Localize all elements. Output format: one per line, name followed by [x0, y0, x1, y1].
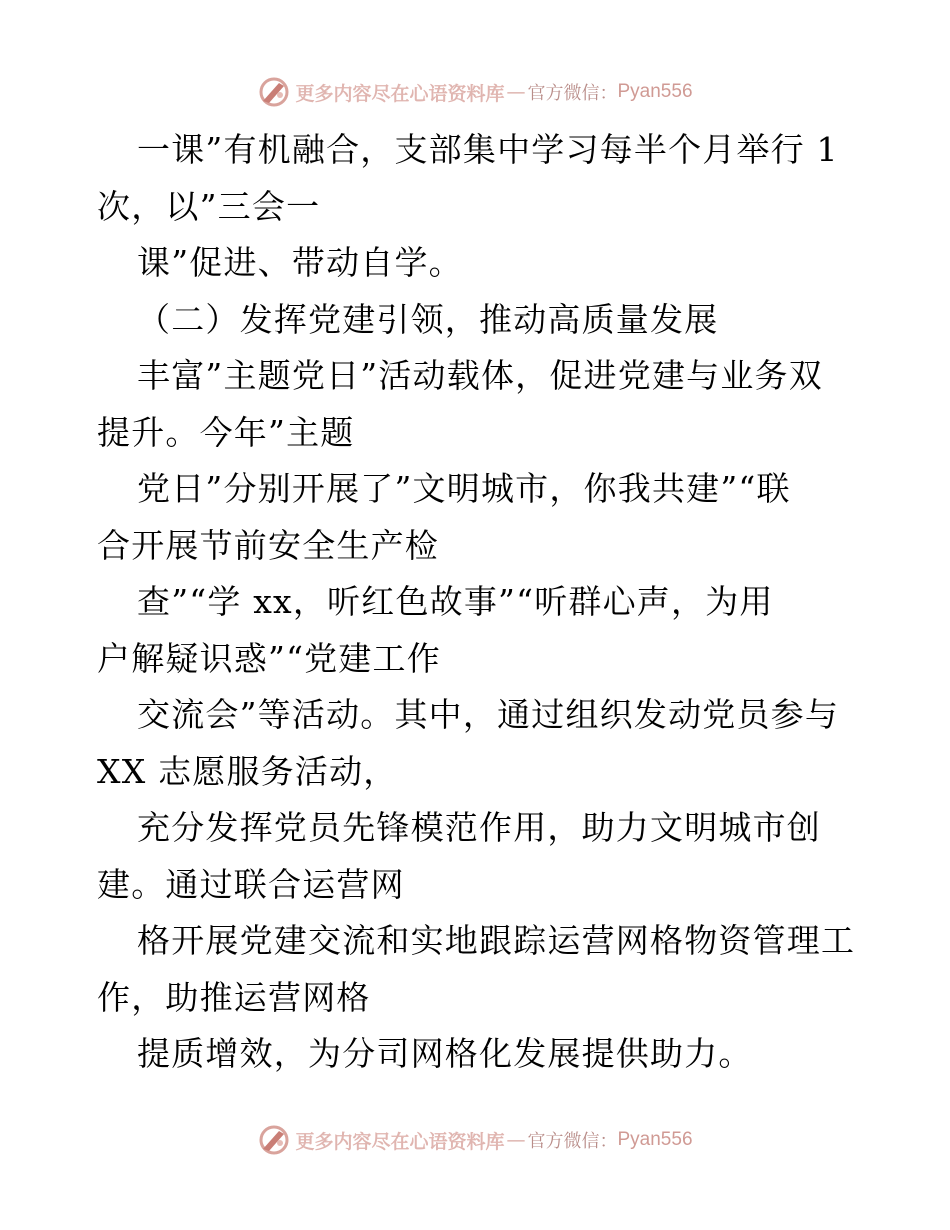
body-line: 户解疑识惑”“党建工作: [97, 638, 441, 678]
body-line: 建。通过联合运营网: [97, 864, 405, 904]
watermark-site-text: 更多内容尽在心语资料库: [295, 1130, 505, 1153]
body-line: 次，以”三会一: [97, 186, 321, 226]
body-line: 查”“学 xx，听红色故事”“听群心声，为用: [137, 582, 774, 621]
body-line: 格开展党建交流和实地跟踪运营网格物资管理工: [137, 921, 856, 960]
body-line: 党日”分别开展了”文明城市，你我共建”“联: [137, 469, 791, 508]
watermark-wechat-id: Pyan556: [617, 1129, 693, 1150]
watermark-dash: —: [506, 1129, 526, 1151]
watermark-wechat-id: Pyan556: [617, 81, 693, 102]
body-line: 课”促进、带动自学。: [137, 243, 463, 282]
footer-watermark: [0, 1120, 950, 1160]
document-body: [97, 122, 857, 1083]
body-line: 交流会”等活动。其中，通过组织发动党员参与: [137, 695, 840, 734]
body-line: XX 志愿服务活动，: [97, 751, 398, 791]
body-line: 提质增效，为分司网格化发展提供助力。: [137, 1034, 753, 1073]
body-line: 充分发挥党员先锋模范作用，助力文明城市创: [137, 808, 821, 847]
body-line: 提升。今年”主题: [97, 412, 355, 452]
watermark-dash: —: [506, 81, 526, 103]
header-watermark: [0, 72, 950, 112]
section-heading: （二）发挥党建引领，推动高质量发展: [137, 299, 719, 339]
watermark-wechat-label: 官方微信：: [527, 1131, 618, 1152]
body-line: 作，助推运营网格: [97, 977, 371, 1017]
brush-circle-logo-icon: [257, 1123, 291, 1157]
body-line: 丰富”主题党日”活动载体，促进党建与业务双: [137, 356, 823, 395]
body-line: 一课”有机融合，支部集中学习每半个月举行 1: [137, 130, 839, 169]
watermark-site-text: 更多内容尽在心语资料库: [295, 82, 505, 105]
body-line: 合开展节前安全生产检: [97, 525, 439, 565]
watermark-wechat-label: 官方微信：: [527, 83, 618, 104]
brush-circle-logo-icon: [257, 75, 291, 109]
